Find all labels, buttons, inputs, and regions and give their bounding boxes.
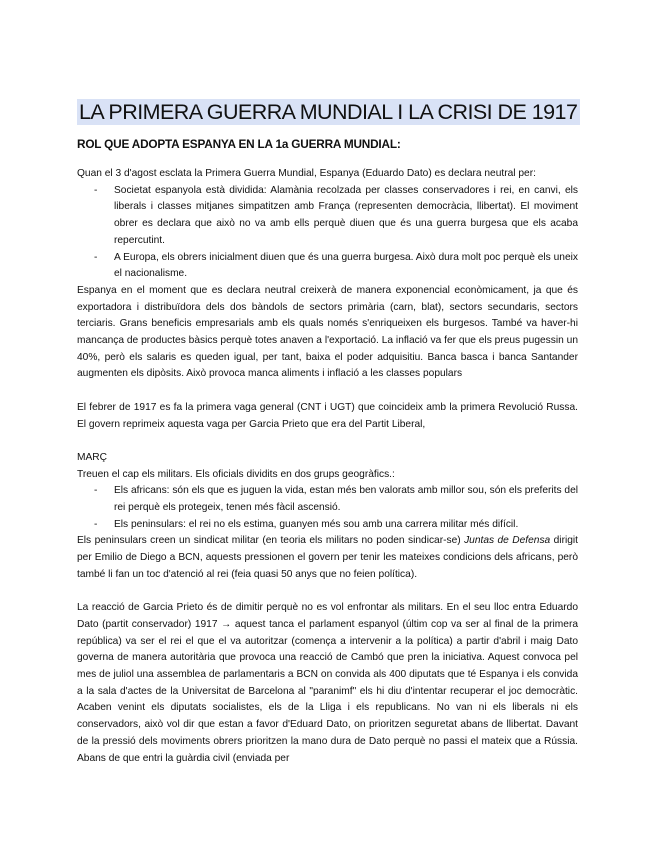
juntas-paragraph xyxy=(77,533,578,583)
document-body xyxy=(77,166,578,767)
list-item-text: A Europa, els obrers inicialment diuen que és una guerra burgesa. Això dura molt poc perquè els uneix el nacionalisme. xyxy=(114,251,578,280)
list-item xyxy=(77,483,578,516)
reaction-paragraph: La reacció de Garcia Prieto és de dimitir perquè no es vol enfrontar als militars. En el seu lloc entra Eduardo Dato (partit conservador) 1917 → aquest tanca el parlament espanyol (últim cop va ser al final de la primera república) va ser el rei el que el va autoritzar (comença a intervenir a la política) a partir d'abril i maig Dato governa de manera autoritària que provoca una reacció de Cambó que pren la iniciativa. Aquest convoca pel mes de juliol una assemblea de parlamentaris a BCN on convida als 400 diputats que té Espanya i els convida a la sala d'actes de la Universitat de Barcelona al "paranimf" els hi diu d'intentar recuperar el joc democràtic. Acaben venint els diputats socialistes, els de la Lliga i els republicans. No van ni els liberals ni els conservadors, això vol dir que estan a favor d'Eduard Dato, on prioritzen seguretat abans de llibertat. Davant de la pressió dels moviments obrers prioritzen la mano dura de Dato perquè no passi el mateix que a Rússia. Abans de que entri la guàrdia civil (enviada per xyxy=(77,602,578,764)
economy-paragraph: Espanya en el moment que es declara neutral creixerà de manera exponencial econòmicament, ja que és exportadora i distribuïdora dels dos bàndols de sectors primària (carn, blat), sectors secundaris, sectors terciaris. Grans beneficis empresarials amb els quals només s'enriqueixen els burgesos. També va haver-hi mancança de productes bàsics perquè totes anaven a l'exportació. La inflació va fer que els preus pugessin un 40%, però els salaris es queden igual, per tant, baixa el poder adquisitiu. Banca basca i banca Santander augmenten els dipòsits. Això provoca manca aliments i inflació a les classes populars xyxy=(77,284,578,380)
bullet-list-neutrality xyxy=(77,183,578,283)
juntas-text-after: dirigit per Emilio de Diego a BCN, aquests pressionen el govern per tenir les mateixes condicions dels africans, però també li fan un toc d'atenció al rei (feia quasi 50 anys que no feien política). xyxy=(77,535,578,580)
juntas-italic-term: Juntas de Defensa xyxy=(464,535,551,547)
marc-heading: MARÇ xyxy=(77,451,107,463)
juntas-text-before: Els peninsulars creen un sindicat militar (en teoria els militars no poden sindicar-se) xyxy=(77,535,465,547)
document-title: LA PRIMERA GUERRA MUNDIAL I LA CRISI DE 1917 xyxy=(77,99,580,125)
bullet-list-officers xyxy=(77,483,578,533)
intro-paragraph: Quan el 3 d'agost esclata la Primera Guerra Mundial, Espanya (Eduardo Dato) es declara neutral per: xyxy=(77,168,536,179)
list-item-text: Els africans: són els que es juguen la vida, estan més ben valorats amb millor sou, són els preferits del rei perquè els protegeix, tenen més fàcil ascensió. xyxy=(114,485,578,514)
military-intro-paragraph: Treuen el cap els militars. Els oficials dividits en dos grups geogràfics.: xyxy=(77,468,395,480)
dash-marker: - xyxy=(94,485,98,497)
section-heading: ROL QUE ADOPTA ESPANYA EN LA 1a GUERRA MUNDIAL: xyxy=(77,137,401,151)
dash-marker: - xyxy=(94,518,98,530)
list-item-text: Societat espanyola està dividida: Alamània recolzada per classes conservadores i rei, en canvi, els liberals i classes mitjanes simpatitzen amb França (representen democràcia, llibertat). El moviment obrer es declara que això no va amb ells perquè diuen que és una guerra burgesa que els acaba repercutint. xyxy=(114,184,578,246)
list-item xyxy=(77,517,578,534)
list-item xyxy=(77,250,578,283)
list-item xyxy=(77,183,578,250)
dash-marker: - xyxy=(94,251,98,263)
dash-marker: - xyxy=(94,184,98,196)
strike-paragraph: El febrer de 1917 es fa la primera vaga general (CNT i UGT) que coincideix amb la primera Revolució Russa. El govern reprimeix aquesta vaga per Garcia Prieto que era del Partit Liberal, xyxy=(77,401,578,430)
list-item-text: Els peninsulars: el rei no els estima, guanyen més sou amb una carrera militar més difícil. xyxy=(114,518,519,530)
